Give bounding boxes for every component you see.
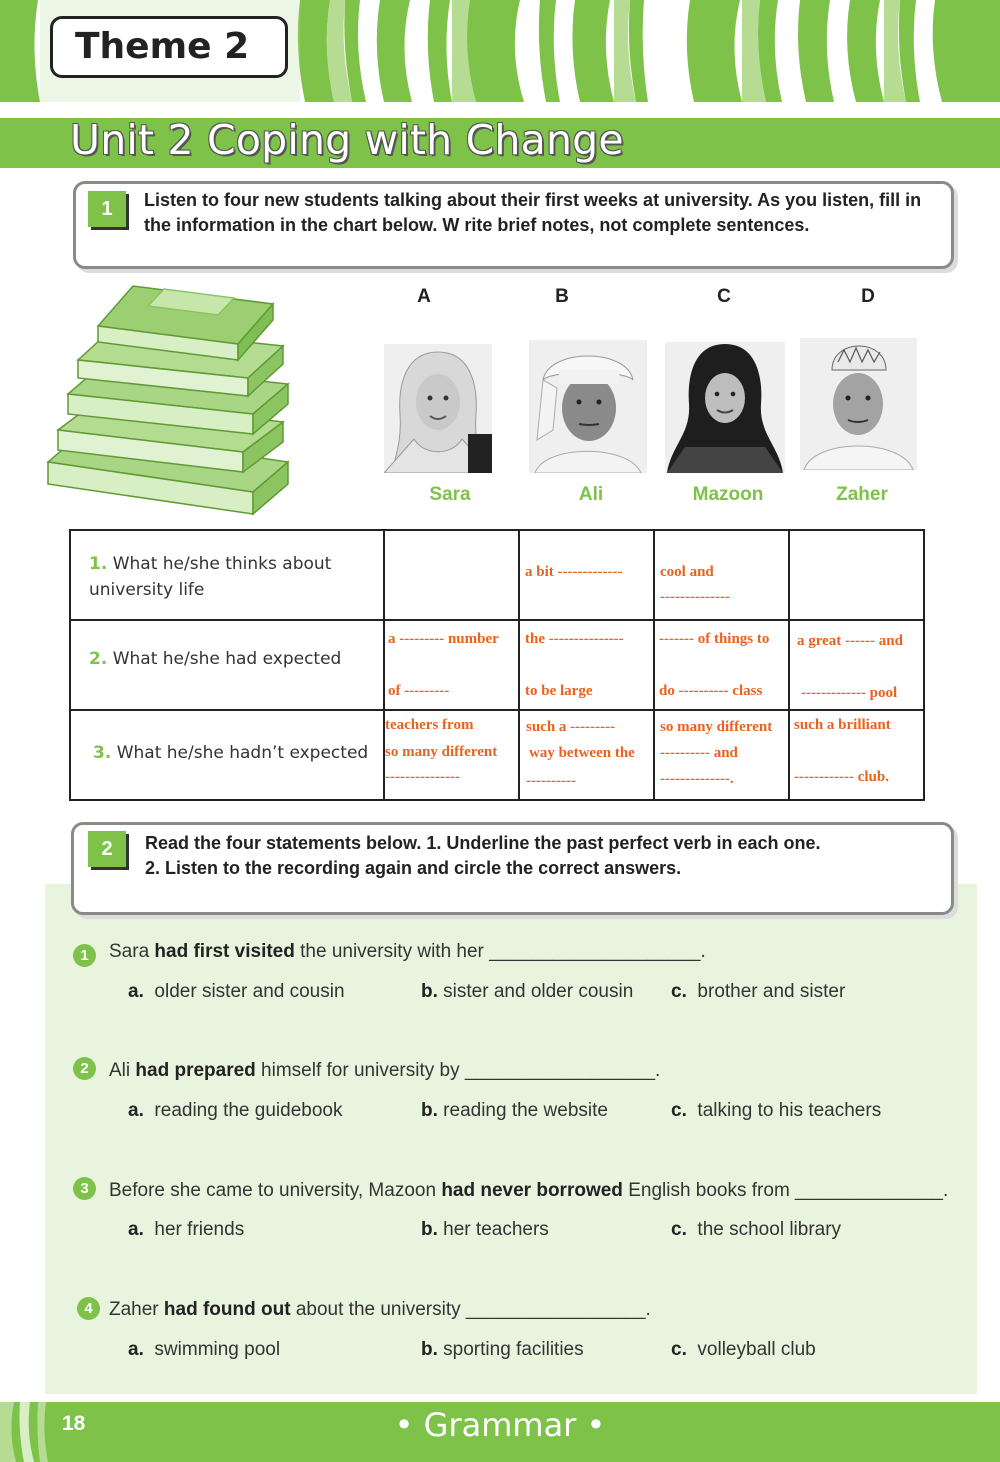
activity-2-instruction-line-2: 2. Listen to the recording again and circle the correct answers. <box>145 858 682 878</box>
question-number-badge: 4 <box>77 1297 100 1320</box>
option-text: brother and sister <box>697 981 846 1002</box>
footer-section-title: • Grammar • <box>394 1406 606 1444</box>
chart-answer-text: -------------- <box>660 589 730 605</box>
option-letter: c. <box>671 1219 687 1240</box>
chart-answer-text: the --------------- <box>525 631 624 647</box>
chart-answer-cell[interactable] <box>519 620 654 710</box>
option-letter: c. <box>671 1100 687 1121</box>
unit-title: Unit 2 Coping with Change <box>70 116 624 164</box>
option-letter: c. <box>671 1339 687 1360</box>
question-text: English books from ______________. <box>622 1180 949 1201</box>
column-letter-c: C <box>717 286 731 307</box>
answer-option-a[interactable] <box>128 1339 280 1361</box>
chart-answer-cell[interactable] <box>789 710 924 800</box>
question-number-badge: 3 <box>73 1177 96 1200</box>
student-photo-sara <box>384 344 492 473</box>
answer-option-c[interactable] <box>671 981 845 1003</box>
question-text: himself for university by __________________. <box>255 1060 661 1081</box>
student-photo-ali <box>529 340 647 473</box>
option-letter: c. <box>671 981 687 1002</box>
question-1-statement <box>109 941 706 963</box>
student-photo-mazoon <box>665 342 785 473</box>
option-text: swimming pool <box>154 1339 281 1360</box>
option-letter: a. <box>128 1219 144 1240</box>
chart-question-cell <box>70 620 384 710</box>
chart-question-number: 1. <box>89 554 108 574</box>
chart-question-number: 3. <box>93 743 112 763</box>
chart-answer-text: ---------- and <box>660 745 738 761</box>
activity-1-instruction-text: Listen to four new students talking about their first weeks at university. As you listen, fill in the information in the chart below. W rite brief notes, not complete sentences. <box>144 190 922 235</box>
chart-answer-cell[interactable] <box>384 620 519 710</box>
table-row <box>70 710 924 800</box>
chart-answer-cell[interactable] <box>654 710 789 800</box>
activity-2-number: 2 <box>88 831 126 867</box>
student-name-ali: Ali <box>578 484 604 505</box>
chart-answer-text: ---------- <box>526 773 576 789</box>
question-text: Ali <box>109 1060 136 1081</box>
chart-answer-text: --------------- <box>385 769 460 785</box>
chart-answer-text: ------------ club. <box>794 769 889 785</box>
option-letter: b. <box>421 1339 438 1360</box>
option-text: her friends <box>154 1219 245 1240</box>
question-number-badge: 1 <box>73 944 96 967</box>
answer-option-c[interactable] <box>671 1219 841 1241</box>
chart-question-text: What he/she thinks about university life <box>89 554 332 600</box>
option-text: reading the guidebook <box>154 1100 343 1121</box>
chart-question-text: What he/she had expected <box>112 649 342 669</box>
chart-answer-text: ------------- pool <box>801 685 898 701</box>
question-3-statement <box>109 1180 948 1202</box>
activity-1-number: 1 <box>88 191 126 227</box>
option-text: older sister and cousin <box>154 981 345 1002</box>
option-text: reading the website <box>443 1100 608 1121</box>
answer-option-b[interactable] <box>421 981 633 1003</box>
chart-question-cell <box>70 710 384 800</box>
question-text: Zaher <box>109 1299 164 1320</box>
question-text: Before she came to university, Mazoon <box>109 1180 442 1201</box>
column-letter-d: D <box>861 286 875 307</box>
option-text: sister and older cousin <box>443 981 634 1002</box>
table-row <box>70 530 924 620</box>
column-letter-b: B <box>555 286 569 307</box>
chart-answer-text: --------------. <box>660 771 734 787</box>
column-letter-a: A <box>417 286 431 307</box>
chart-answer-text: do ---------- class <box>659 683 763 699</box>
option-text: volleyball club <box>697 1339 816 1360</box>
chart-answer-text: cool and <box>660 564 714 580</box>
student-photo-zaher <box>800 338 917 470</box>
chart-answer-text: so many different <box>660 719 773 735</box>
option-text: her teachers <box>443 1219 549 1240</box>
chart-answer-text: such a --------- <box>526 719 616 735</box>
table-row <box>70 620 924 710</box>
answer-option-c[interactable] <box>671 1100 881 1122</box>
listening-chart <box>69 529 925 801</box>
chart-answer-text: so many different <box>385 744 498 760</box>
option-letter: a. <box>128 981 144 1002</box>
chart-answer-cell[interactable] <box>789 530 924 620</box>
chart-answer-cell[interactable] <box>519 710 654 800</box>
page-number: 18 <box>62 1412 86 1435</box>
chart-answer-text: a bit ------------- <box>525 564 623 580</box>
chart-answer-cell[interactable] <box>654 530 789 620</box>
chart-answer-cell[interactable] <box>789 620 924 710</box>
option-letter: b. <box>421 1100 438 1121</box>
chart-answer-text: a great ------ and <box>797 633 903 649</box>
chart-answer-text: way between the <box>529 745 635 761</box>
option-letter: a. <box>128 1339 144 1360</box>
past-perfect-verb[interactable]: had found out <box>163 1299 291 1320</box>
chart-answer-text: such a brilliant <box>794 717 891 733</box>
option-letter: a. <box>128 1100 144 1121</box>
past-perfect-verb[interactable]: had prepared <box>135 1060 256 1081</box>
activity-2-instruction-line-1: Read the four statements below. 1. Underline the past perfect verb in each one. <box>145 833 821 853</box>
option-text: the school library <box>697 1219 842 1240</box>
chart-answer-text: ------- of things to <box>659 631 770 647</box>
book-stack-illustration <box>38 282 306 520</box>
question-number-badge: 2 <box>73 1057 96 1080</box>
student-name-zaher: Zaher <box>836 484 888 505</box>
answer-option-b[interactable] <box>421 1219 549 1241</box>
chart-answer-text: teachers from <box>385 717 474 733</box>
answer-option-a[interactable] <box>128 1100 342 1122</box>
answer-option-b[interactable] <box>421 1100 608 1122</box>
chart-answer-text: of --------- <box>388 683 450 699</box>
student-name-mazoon: Mazoon <box>692 484 764 505</box>
chart-answer-cell[interactable] <box>654 620 789 710</box>
question-text: Sara <box>109 941 155 962</box>
past-perfect-verb[interactable]: had first visited <box>154 941 295 962</box>
chart-answer-text: a --------- number <box>388 631 499 647</box>
question-2-statement <box>109 1060 660 1082</box>
answer-option-a[interactable] <box>128 1219 244 1241</box>
past-perfect-verb[interactable]: had never borrowed <box>441 1180 623 1201</box>
chart-answer-cell[interactable] <box>384 710 519 800</box>
option-letter: b. <box>421 1219 438 1240</box>
answer-option-c[interactable] <box>671 1339 816 1361</box>
chart-question-text: What he/she hadn’t expected <box>116 743 369 763</box>
question-text: about the university _________________. <box>290 1299 651 1320</box>
answer-option-b[interactable] <box>421 1339 584 1361</box>
chart-answer-text: to be large <box>525 683 593 699</box>
question-4-statement <box>109 1299 651 1321</box>
chart-question-number: 2. <box>89 649 108 669</box>
option-text: sporting facilities <box>443 1339 584 1360</box>
answer-option-a[interactable] <box>128 981 345 1003</box>
theme-label: Theme 2 <box>50 16 288 78</box>
option-text: talking to his teachers <box>697 1100 882 1121</box>
chart-answer-cell[interactable] <box>384 530 519 620</box>
chart-answer-cell[interactable] <box>519 530 654 620</box>
chart-question-cell <box>70 530 384 620</box>
option-letter: b. <box>421 981 438 1002</box>
question-text: the university with her ____________________. <box>294 941 706 962</box>
student-name-sara: Sara <box>429 484 471 505</box>
